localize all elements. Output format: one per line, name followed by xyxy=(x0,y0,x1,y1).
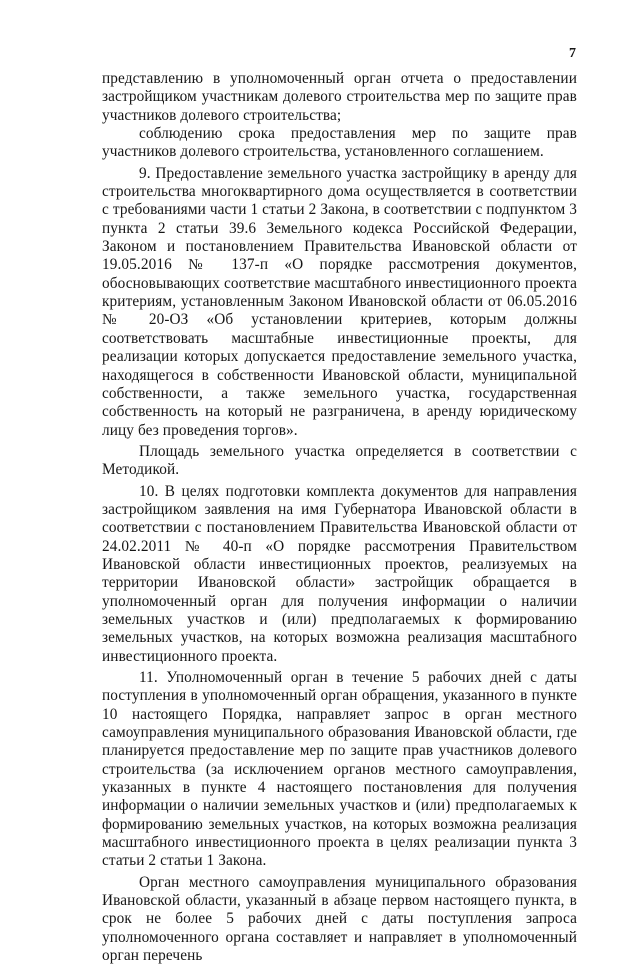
paragraph-land-area: Площадь земельного участка определяется в соответствии с Методикой. xyxy=(102,442,577,479)
paragraph-item-10: 10. В целях подготовки комплекта документов для направления застройщиком заявления на имя Губернатора Ивановской области в соответствии с постановлением Правительства Ивановской области от 24.02.2011 № 40-п «О порядке рассмотрения Правительством Ивановской области инвестиционных проектов, реализуемых на территории Ивановской области» застройщик обращается в уполномоченный орган для получения информации о наличии земельных участков и (или) предполагаемых к формированию земельных участков, на которых возможна реализация масштабного инвестиционного проекта. xyxy=(102,482,577,665)
page-number: 7 xyxy=(569,46,576,61)
body-text xyxy=(102,70,577,966)
paragraph-item-11: 11. Уполномоченный орган в течение 5 рабочих дней с даты поступления в уполномоченный орган обращения, указанного в пункте 10 настоящего Порядка, направляет запрос в орган местного самоуправления муниципального образования Ивановской области, где планируется предоставление мер по защите прав участников долевого строительства (за исключением органов местного самоуправления, указанных в пункте 4 настоящего постановления для получения информации о наличии земельных участков и (или) предполагаемых к формированию земельных участков, на которых возможна реализация масштабного инвестиционного проекта в целях реализации пункта 3 статьи 2 статьи 1 Закона. xyxy=(102,669,577,870)
paragraph-item-9: 9. Предоставление земельного участка застройщику в аренду для строительства многоквартирного дома осуществляется в соответствии с требованиями части 1 статьи 2 Закона, в соответствии с подпунктом 3 пункта 2 статьи 39.6 Земельного кодекса Российской Федерации, Законом и постановлением Правительства Ивановской области от 19.05.2016 № 137-п «О порядке рассмотрения документов, обосновывающих соответствие масштабного инвестиционного проекта критериям, установленным Законом Ивановской области от 06.05.2016 № 20-ОЗ «Об установлении критериев, которым должны соответствовать масштабные инвестиционные проекты, для реализации которых допускается предоставление земельного участка, находящегося в собственности Ивановской области, муниципальной собственности, а также земельного участка, государственная собственность на который не разграничена, в аренду юридическому лицу без проведения торгов». xyxy=(102,164,577,439)
paragraph-continuation-report: представлению в уполномоченный орган отчета о предоставлении застройщиком участникам долевого строительства мер по защите прав участников долевого строительства; xyxy=(102,70,577,124)
paragraph-deadline-compliance: соблюдению срока предоставления мер по защите прав участников долевого строительства, установленного соглашением. xyxy=(102,125,577,161)
paragraph-local-authority: Орган местного самоуправления муниципального образования Ивановской области, указанный в абзаце первом настоящего пункта, в срок не более 5 рабочих дней с даты поступления запроса уполномоченного органа составляет и направляет в уполномоченный орган перечень xyxy=(102,873,577,965)
